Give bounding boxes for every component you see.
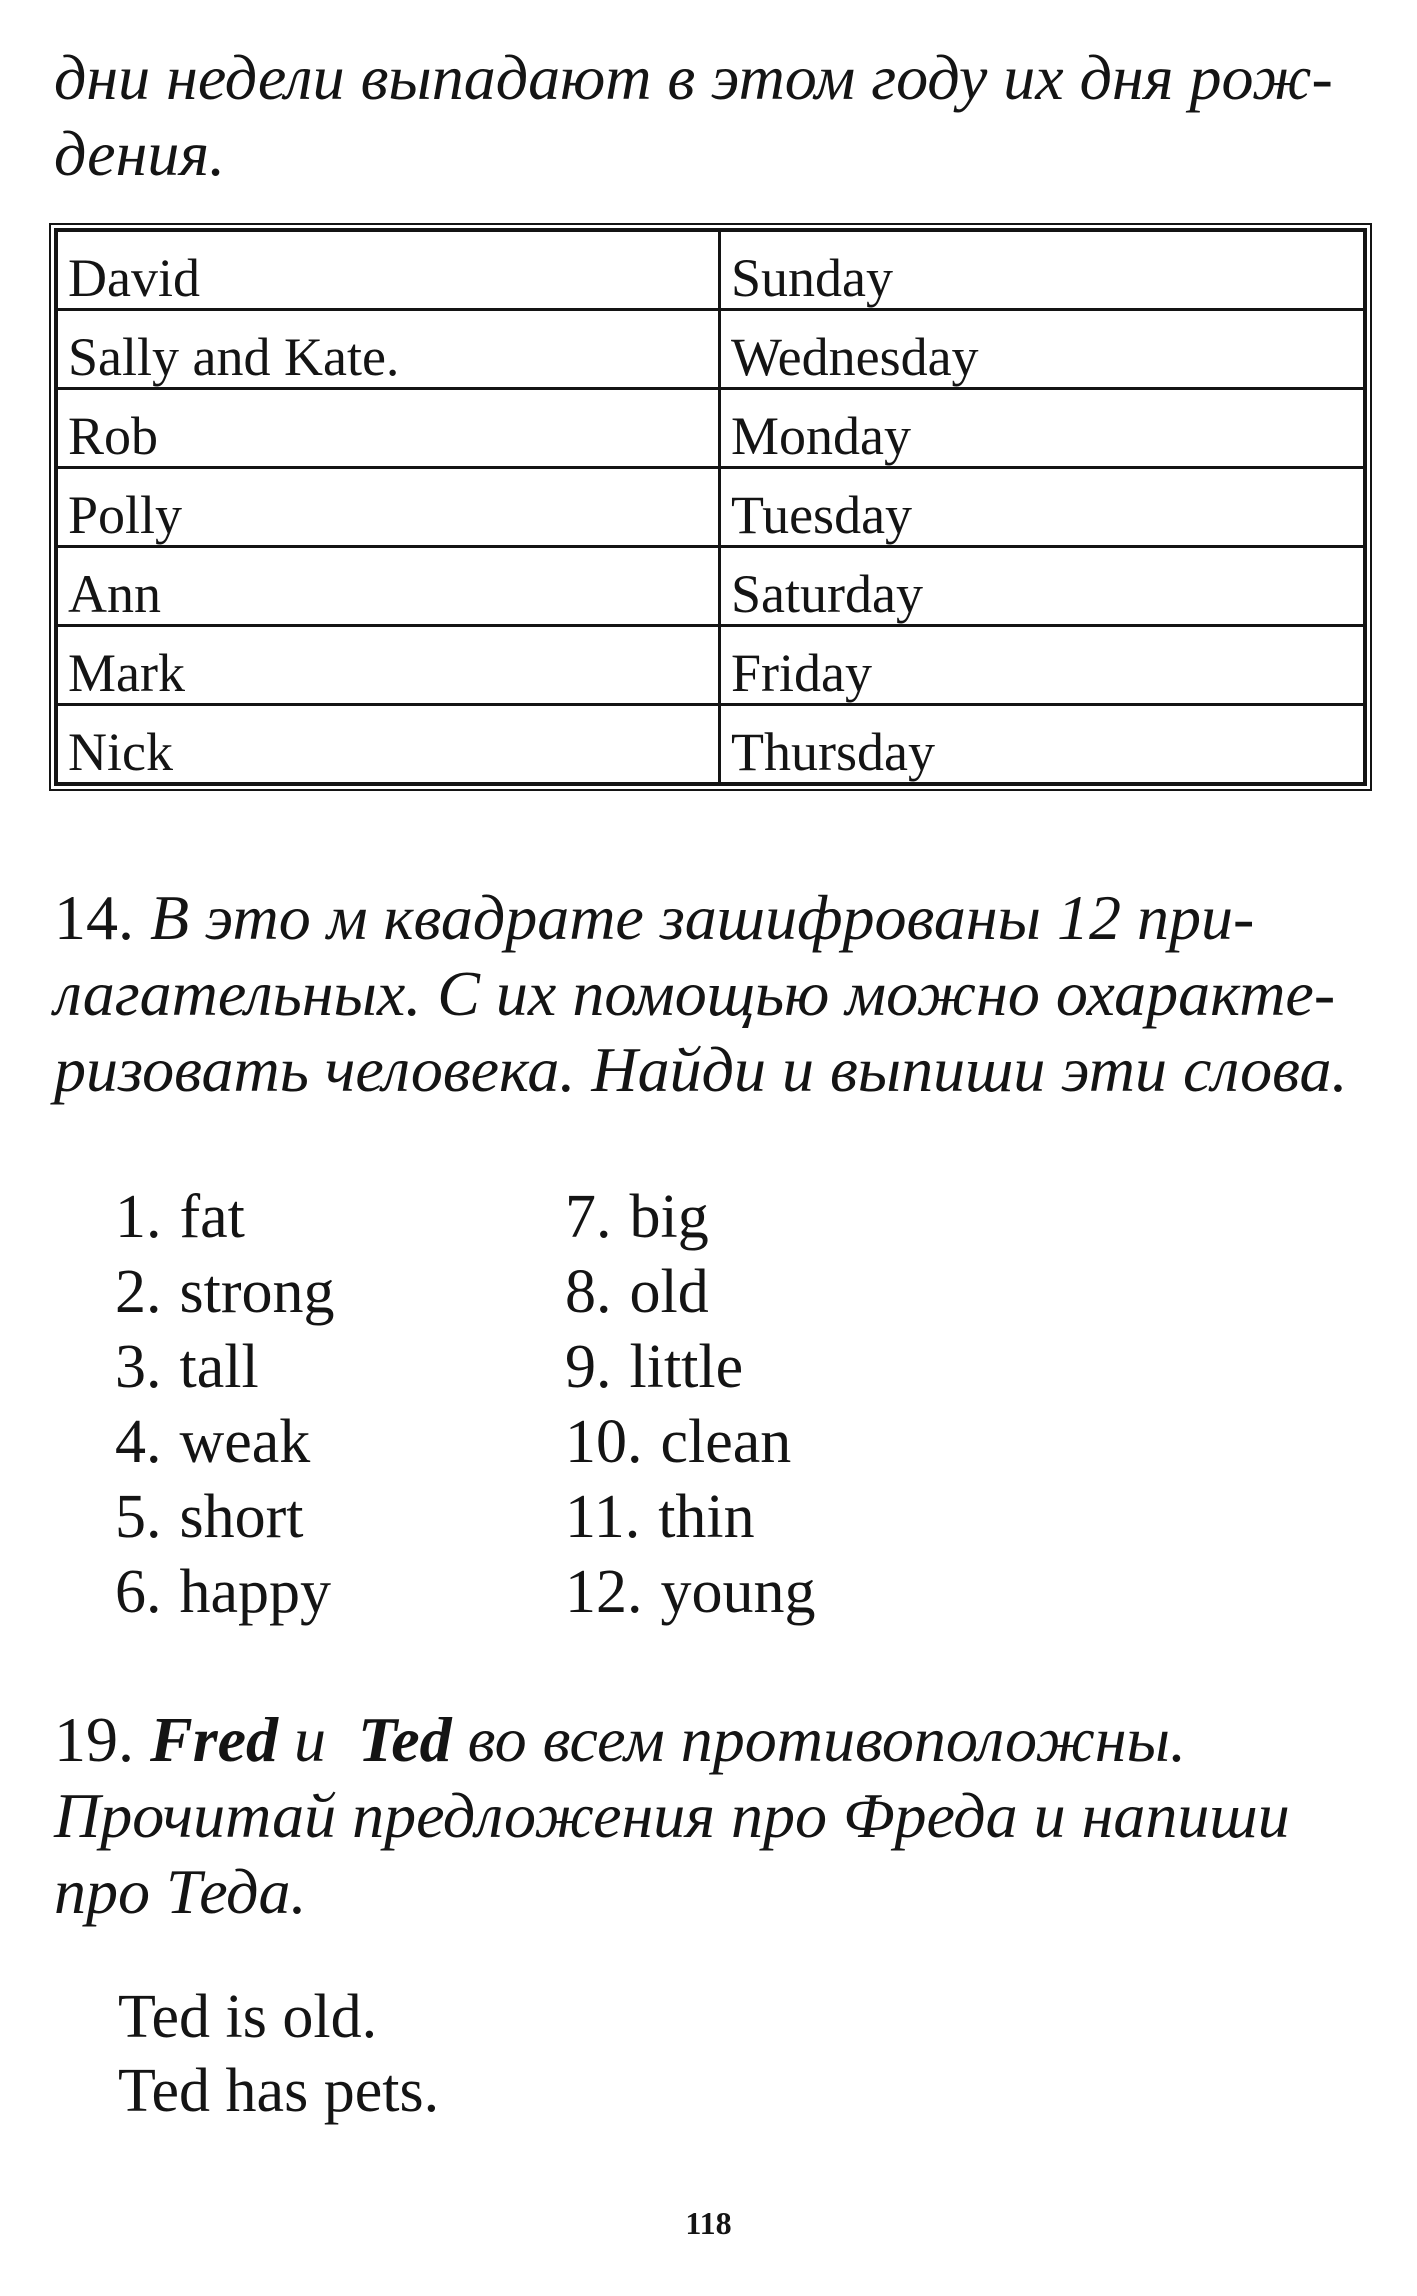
list-item	[565, 1330, 816, 1405]
item-number: 2.	[115, 1258, 162, 1326]
list-item	[565, 1405, 816, 1480]
day-cell: Saturday	[720, 547, 1366, 626]
page-number: 118	[685, 2205, 732, 2241]
item-word: little	[629, 1333, 744, 1401]
table-row	[56, 389, 1365, 468]
table-row	[56, 705, 1365, 785]
exercise-text: В это м квадрате зашифрованы 12 при- лагательных. С их помощью можно охаракте- ризовать человека. Найди и выпиши эти слова.	[54, 882, 1348, 1105]
table-row	[56, 547, 1365, 626]
exercise-text: во всем противоположны. Прочитай предложения про Фреда и напиши про Теда.	[54, 1704, 1290, 1927]
item-number: 12.	[565, 1558, 643, 1626]
adjective-column-left	[115, 1180, 335, 1630]
day-cell: Wednesday	[720, 310, 1366, 389]
list-item	[115, 1405, 335, 1480]
adjective-column-right	[565, 1180, 816, 1630]
day-cell: Tuesday	[720, 468, 1366, 547]
list-item	[115, 1555, 335, 1630]
item-number: 3.	[115, 1333, 162, 1401]
item-word: thin	[658, 1483, 755, 1551]
table-row	[56, 230, 1365, 310]
name-cell: Sally and Kate.	[56, 310, 720, 389]
name-cell: David	[56, 230, 720, 310]
item-word: happy	[179, 1558, 332, 1626]
list-item	[565, 1255, 816, 1330]
item-word: big	[629, 1183, 709, 1251]
answer-line: Ted has pets.	[118, 2057, 440, 2125]
list-item	[115, 1330, 335, 1405]
exercise-19-instructions	[54, 1702, 1364, 1930]
list-item	[565, 1180, 816, 1255]
list-item	[565, 1480, 816, 1555]
birthday-table	[54, 228, 1367, 786]
day-cell: Friday	[720, 626, 1366, 705]
item-word: weak	[179, 1408, 311, 1476]
exercise-number: 14.	[54, 882, 134, 953]
name-cell: Mark	[56, 626, 720, 705]
item-word: clean	[660, 1408, 792, 1476]
table-row	[56, 468, 1365, 547]
name-cell: Nick	[56, 705, 720, 785]
intro-paragraph: дни недели выпадают в этом году их дня рож- дения.	[54, 42, 1333, 189]
item-word: old	[629, 1258, 709, 1326]
item-number: 11.	[565, 1483, 641, 1551]
item-word: young	[660, 1558, 816, 1626]
answer-sentences	[118, 1980, 439, 2128]
name-cell: Rob	[56, 389, 720, 468]
name-ted: Ted	[358, 1704, 452, 1775]
item-word: strong	[179, 1258, 335, 1326]
item-word: tall	[179, 1333, 259, 1401]
table-row	[56, 310, 1365, 389]
answer-line: Ted is old.	[118, 1983, 378, 2051]
day-cell: Monday	[720, 389, 1366, 468]
item-number: 10.	[565, 1408, 643, 1476]
item-number: 6.	[115, 1558, 162, 1626]
name-cell: Ann	[56, 547, 720, 626]
table-row	[56, 626, 1365, 705]
item-number: 9.	[565, 1333, 612, 1401]
name-fred: Fred	[150, 1704, 278, 1775]
list-item	[115, 1255, 335, 1330]
name-cell: Polly	[56, 468, 720, 547]
conjunction: и	[294, 1704, 326, 1775]
exercise-number: 19.	[54, 1704, 134, 1775]
item-number: 7.	[565, 1183, 612, 1251]
item-word: short	[179, 1483, 304, 1551]
list-item	[115, 1180, 335, 1255]
exercise-14-instructions	[54, 880, 1364, 1108]
list-item	[115, 1480, 335, 1555]
day-cell: Sunday	[720, 230, 1366, 310]
item-word: fat	[179, 1183, 245, 1251]
item-number: 5.	[115, 1483, 162, 1551]
day-cell: Thursday	[720, 705, 1366, 785]
item-number: 1.	[115, 1183, 162, 1251]
item-number: 8.	[565, 1258, 612, 1326]
list-item	[565, 1555, 816, 1630]
item-number: 4.	[115, 1408, 162, 1476]
